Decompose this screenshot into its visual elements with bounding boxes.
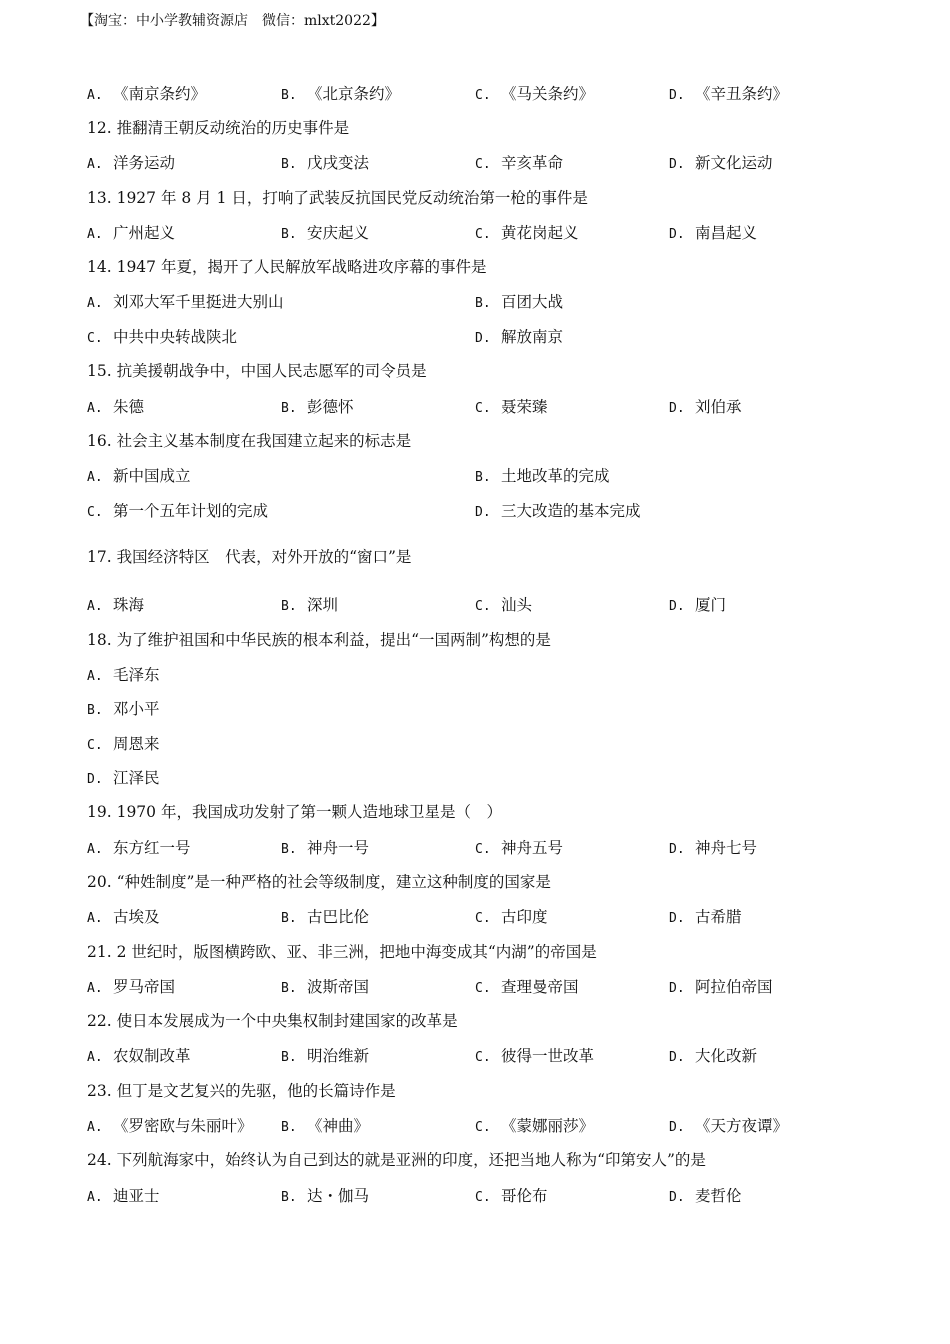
q20-option-d: D. 古希腊 — [669, 908, 742, 926]
q11-option-b: B. 《北京条约》 — [281, 85, 401, 103]
q21-question: 21. 2 世纪时，版图横跨欧、亚、非三洲，把地中海变成其“内湖”的帝国是 — [87, 943, 597, 961]
q15-option-a: A. 朱德 — [87, 398, 145, 416]
q13-option-c: C. 黄花岗起义 — [475, 224, 579, 242]
q17-question: 17. 我国经济特区 代表，对外开放的“窗口”是 — [87, 548, 412, 566]
q19-option-a: A. 东方红一号 — [87, 839, 191, 857]
q22-option-d: D. 大化改新 — [669, 1047, 758, 1065]
q23-option-d: D. 《天方夜谭》 — [669, 1117, 789, 1135]
q23-question: 23. 但丁是文艺复兴的先驱，他的长篇诗作是 — [87, 1082, 396, 1100]
q16-question: 16. 社会主义基本制度在我国建立起来的标志是 — [87, 432, 412, 450]
q19-question: 19. 1970 年，我国成功发射了第一颗人造地球卫星是（ ） — [87, 803, 502, 821]
q16-option-b: B. 土地改革的完成 — [475, 467, 610, 485]
q22-question: 22. 使日本发展成为一个中央集权制封建国家的改革是 — [87, 1012, 458, 1030]
q24-option-b: B. 达・伽马 — [281, 1187, 370, 1205]
q18-question: 18. 为了维护祖国和中华民族的根本利益，提出“一国两制”构想的是 — [87, 631, 551, 649]
q24-option-a: A. 迪亚士 — [87, 1187, 160, 1205]
q12-option-d: D. 新文化运动 — [669, 154, 773, 172]
q14-option-d: D. 解放南京 — [475, 328, 564, 346]
q22-option-b: B. 明治维新 — [281, 1047, 370, 1065]
q11-option-a: A. 《南京条约》 — [87, 85, 207, 103]
q22-option-c: C. 彼得一世改革 — [475, 1047, 595, 1065]
q24-option-c: C. 哥伦布 — [475, 1187, 548, 1205]
q19-option-d: D. 神舟七号 — [669, 839, 758, 857]
q19-option-b: B. 神舟一号 — [281, 839, 370, 857]
q15-question: 15. 抗美援朝战争中，中国人民志愿军的司令员是 — [87, 362, 427, 380]
q13-option-d: D. 南昌起义 — [669, 224, 758, 242]
q20-option-c: C. 古印度 — [475, 908, 548, 926]
q20-option-a: A. 古埃及 — [87, 908, 160, 926]
q23-option-a: A. 《罗密欧与朱丽叶》 — [87, 1117, 253, 1135]
q24-question: 24. 下列航海家中，始终认为自己到达的就是亚洲的印度，还把当地人称为“印第安人”的是 — [87, 1151, 706, 1169]
q15-option-d: D. 刘伯承 — [669, 398, 742, 416]
q17-option-c: C. 汕头 — [475, 596, 533, 614]
q16-option-c: C. 第一个五年计划的完成 — [87, 502, 269, 520]
q23-option-b: B. 《神曲》 — [281, 1117, 370, 1135]
q12-question: 12. 推翻清王朝反动统治的历史事件是 — [87, 119, 350, 137]
q20-question: 20. “种姓制度”是一种严格的社会等级制度，建立这种制度的国家是 — [87, 873, 551, 891]
page-header: 【淘宝：中小学教辅资源店 微信：mlxt2022】 — [80, 13, 385, 29]
q14-option-a: A. 刘邓大军千里挺进大别山 — [87, 293, 284, 311]
q21-option-d: D. 阿拉伯帝国 — [669, 978, 773, 996]
q15-option-b: B. 彭德怀 — [281, 398, 354, 416]
q18-option-a: A. 毛泽东 — [87, 666, 160, 684]
q21-option-c: C. 查理曼帝国 — [475, 978, 579, 996]
q11-option-d: D. 《辛丑条约》 — [669, 85, 789, 103]
q17-option-a: A. 珠海 — [87, 596, 145, 614]
q12-option-c: C. 辛亥革命 — [475, 154, 564, 172]
q17-option-d: D. 厦门 — [669, 596, 727, 614]
q11-option-c: C. 《马关条约》 — [475, 85, 595, 103]
q22-option-a: A. 农奴制改革 — [87, 1047, 191, 1065]
q13-question: 13. 1927 年 8 月 1 日，打响了武装反抗国民党反动统治第一枪的事件是 — [87, 189, 588, 207]
q14-question: 14. 1947 年夏，揭开了人民解放军战略进攻序幕的事件是 — [87, 258, 487, 276]
q16-option-a: A. 新中国成立 — [87, 467, 191, 485]
q23-option-c: C. 《蒙娜丽莎》 — [475, 1117, 595, 1135]
q12-option-b: B. 戊戌变法 — [281, 154, 370, 172]
q14-option-b: B. 百团大战 — [475, 293, 564, 311]
q15-option-c: C. 聂荣臻 — [475, 398, 548, 416]
q16-option-d: D. 三大改造的基本完成 — [475, 502, 641, 520]
q19-option-c: C. 神舟五号 — [475, 839, 564, 857]
q21-option-b: B. 波斯帝国 — [281, 978, 370, 996]
q13-option-a: A. 广州起义 — [87, 224, 176, 242]
q24-option-d: D. 麦哲伦 — [669, 1187, 742, 1205]
q21-option-a: A. 罗马帝国 — [87, 978, 176, 996]
q18-option-d: D. 江泽民 — [87, 769, 160, 787]
q13-option-b: B. 安庆起义 — [281, 224, 370, 242]
q14-option-c: C. 中共中央转战陕北 — [87, 328, 238, 346]
q18-option-b: B. 邓小平 — [87, 700, 160, 718]
q17-option-b: B. 深圳 — [281, 596, 339, 614]
q20-option-b: B. 古巴比伦 — [281, 908, 370, 926]
q18-option-c: C. 周恩来 — [87, 735, 160, 753]
q12-option-a: A. 洋务运动 — [87, 154, 176, 172]
